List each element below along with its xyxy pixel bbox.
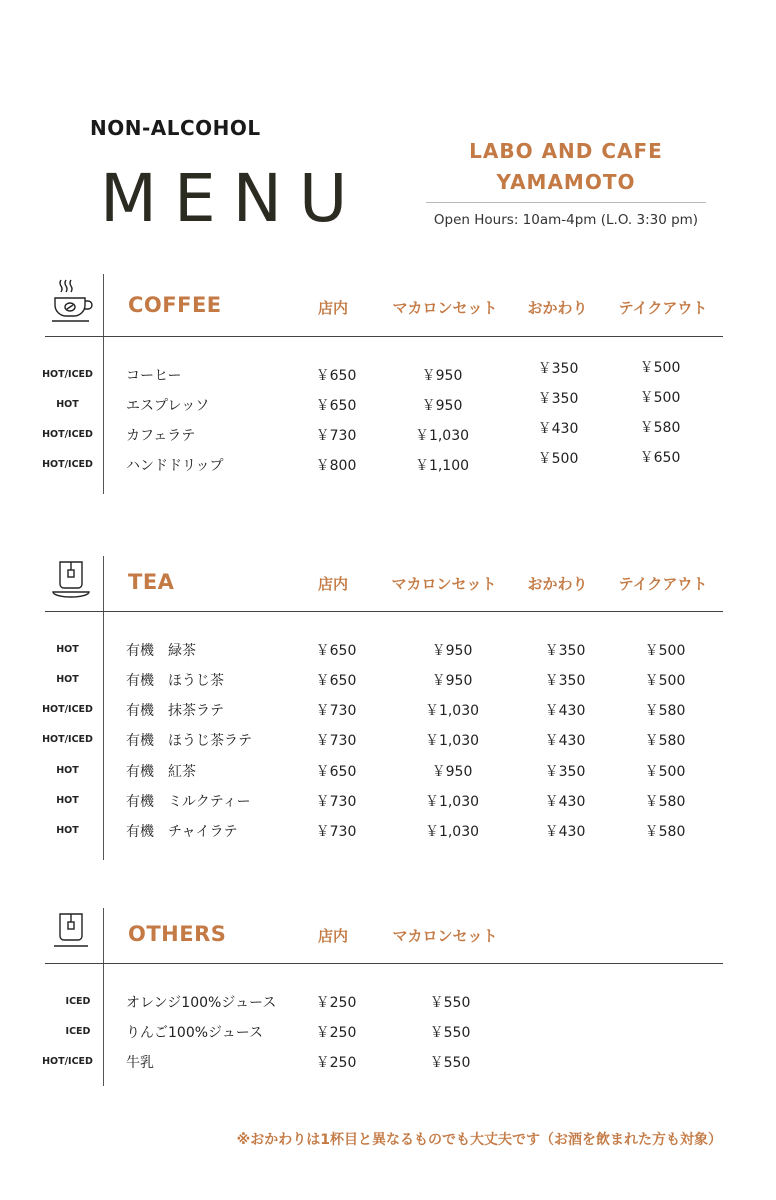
item-name: ハンドドリップ <box>126 458 224 474</box>
cafe-name-line2: YAMAMOTO <box>496 170 636 194</box>
price-macaron-set: ￥1,030 <box>414 428 470 444</box>
tea-row <box>0 816 776 846</box>
tea-col-refill: おかわり <box>527 575 588 593</box>
item-name: カフェラテ <box>126 428 196 444</box>
temperature-label: ICED <box>65 996 91 1007</box>
item-name: エスプレッソ <box>126 398 210 414</box>
item-name: オレンジ100%ジュース <box>126 995 277 1011</box>
price-macaron-set: ￥1,030 <box>424 794 480 810</box>
item-name: 有機 ミルクティー <box>126 794 251 810</box>
price-refill: ￥430 <box>537 421 579 437</box>
temperature-label: HOT <box>56 765 79 776</box>
temperature-label: HOT/ICED <box>42 1056 93 1067</box>
cafe-name-divider <box>426 202 706 203</box>
coffee-row <box>0 420 776 450</box>
price-macaron-set: ￥950 <box>431 643 473 659</box>
price-takeout: ￥500 <box>639 390 681 406</box>
price-takeout: ￥500 <box>644 673 686 689</box>
coffee-section-title: COFFEE <box>128 293 222 317</box>
temperature-label: HOT <box>56 399 79 410</box>
price-refill: ￥430 <box>544 733 586 749</box>
price-takeout: ￥580 <box>639 420 681 436</box>
item-name: 牛乳 <box>126 1055 154 1071</box>
price-refill: ￥430 <box>544 703 586 719</box>
price-refill: ￥350 <box>544 643 586 659</box>
price-in-store: ￥650 <box>315 764 357 780</box>
price-refill: ￥350 <box>537 391 579 407</box>
temperature-label: HOT <box>56 795 79 806</box>
others-col-in-store: 店内 <box>317 927 348 945</box>
tea-row <box>0 786 776 816</box>
price-macaron-set: ￥550 <box>429 1055 471 1071</box>
price-macaron-set: ￥1,030 <box>424 824 480 840</box>
price-in-store: ￥250 <box>315 995 357 1011</box>
temperature-label: HOT/ICED <box>42 459 93 470</box>
price-in-store: ￥650 <box>315 643 357 659</box>
open-hours: Open Hours: 10am-4pm (L.O. 3:30 pm) <box>433 212 699 228</box>
price-takeout: ￥500 <box>644 764 686 780</box>
temperature-label: HOT/ICED <box>42 429 93 440</box>
price-in-store: ￥730 <box>315 703 357 719</box>
refill-footnote: ※おかわりは1杯目と異なるものでも大丈夫です（お酒を飲まれた方も対象） <box>236 1132 722 1148</box>
others-row <box>0 1047 776 1077</box>
item-name: 有機 ほうじ茶 <box>126 673 224 689</box>
tea-row <box>0 695 776 725</box>
price-refill: ￥350 <box>544 764 586 780</box>
price-in-store: ￥730 <box>315 733 357 749</box>
price-in-store: ￥800 <box>315 458 357 474</box>
price-takeout: ￥580 <box>644 794 686 810</box>
temperature-label: HOT <box>56 644 79 655</box>
price-in-store: ￥650 <box>315 368 357 384</box>
coffee-col-in-store: 店内 <box>317 299 348 317</box>
others-col-macaron-set: マカロンセット <box>392 927 498 945</box>
coffee-header-rule <box>45 336 723 337</box>
temperature-label: HOT <box>56 674 79 685</box>
price-takeout: ￥580 <box>644 733 686 749</box>
temperature-label: HOT <box>56 825 79 836</box>
temperature-label: ICED <box>65 1026 91 1037</box>
price-takeout: ￥500 <box>644 643 686 659</box>
price-in-store: ￥730 <box>315 428 357 444</box>
price-refill: ￥350 <box>544 673 586 689</box>
price-in-store: ￥250 <box>315 1025 357 1041</box>
menu-title: MENU <box>100 160 365 237</box>
coffee-cup-icon <box>50 278 94 322</box>
others-section-title: OTHERS <box>128 922 227 946</box>
tea-col-takeout: テイクアウト <box>618 575 708 593</box>
price-macaron-set: ￥1,100 <box>414 458 470 474</box>
price-refill: ￥500 <box>537 451 579 467</box>
temperature-label: HOT/ICED <box>42 704 93 715</box>
tea-col-in-store: 店内 <box>317 575 348 593</box>
tea-row <box>0 725 776 755</box>
tea-cup-icon <box>50 560 94 604</box>
price-in-store: ￥650 <box>315 673 357 689</box>
price-macaron-set: ￥1,030 <box>424 703 480 719</box>
tea-row <box>0 635 776 665</box>
price-takeout: ￥580 <box>644 703 686 719</box>
price-macaron-set: ￥1,030 <box>424 733 480 749</box>
item-name: りんご100%ジュース <box>126 1025 264 1041</box>
coffee-row <box>0 360 776 390</box>
price-refill: ￥430 <box>544 794 586 810</box>
item-name: コーヒー <box>126 368 182 384</box>
item-name: 有機 ほうじ茶ラテ <box>126 733 252 749</box>
item-name: 有機 チャイラテ <box>126 824 238 840</box>
price-in-store: ￥730 <box>315 794 357 810</box>
coffee-col-macaron-set: マカロンセット <box>392 299 498 317</box>
price-in-store: ￥650 <box>315 398 357 414</box>
tea-section-title: TEA <box>128 570 175 594</box>
price-macaron-set: ￥950 <box>421 368 463 384</box>
price-in-store: ￥250 <box>315 1055 357 1071</box>
coffee-col-takeout: テイクアウト <box>618 299 708 317</box>
temperature-label: HOT/ICED <box>42 734 93 745</box>
price-takeout: ￥650 <box>639 450 681 466</box>
coffee-col-refill: おかわり <box>527 299 588 317</box>
others-row <box>0 987 776 1017</box>
temperature-label: HOT/ICED <box>42 369 93 380</box>
others-row <box>0 1017 776 1047</box>
tea-glass-icon <box>50 912 94 956</box>
tea-row <box>0 756 776 786</box>
price-macaron-set: ￥950 <box>431 673 473 689</box>
price-in-store: ￥730 <box>315 824 357 840</box>
price-macaron-set: ￥550 <box>429 995 471 1011</box>
price-macaron-set: ￥950 <box>421 398 463 414</box>
price-takeout: ￥580 <box>644 824 686 840</box>
coffee-row <box>0 450 776 480</box>
price-takeout: ￥500 <box>639 360 681 376</box>
others-header-rule <box>45 963 723 964</box>
item-name: 有機 抹茶ラテ <box>126 703 224 719</box>
price-refill: ￥350 <box>537 361 579 377</box>
item-name: 有機 緑茶 <box>126 643 196 659</box>
menu-subtitle: NON-ALCOHOL <box>90 116 261 140</box>
price-macaron-set: ￥950 <box>431 764 473 780</box>
cafe-name-line1: LABO AND CAFE <box>469 139 663 163</box>
price-macaron-set: ￥550 <box>429 1025 471 1041</box>
coffee-row <box>0 390 776 420</box>
tea-row <box>0 665 776 695</box>
item-name: 有機 紅茶 <box>126 764 196 780</box>
price-refill: ￥430 <box>544 824 586 840</box>
tea-header-rule <box>45 611 723 612</box>
tea-col-macaron-set: マカロンセット <box>391 575 497 593</box>
